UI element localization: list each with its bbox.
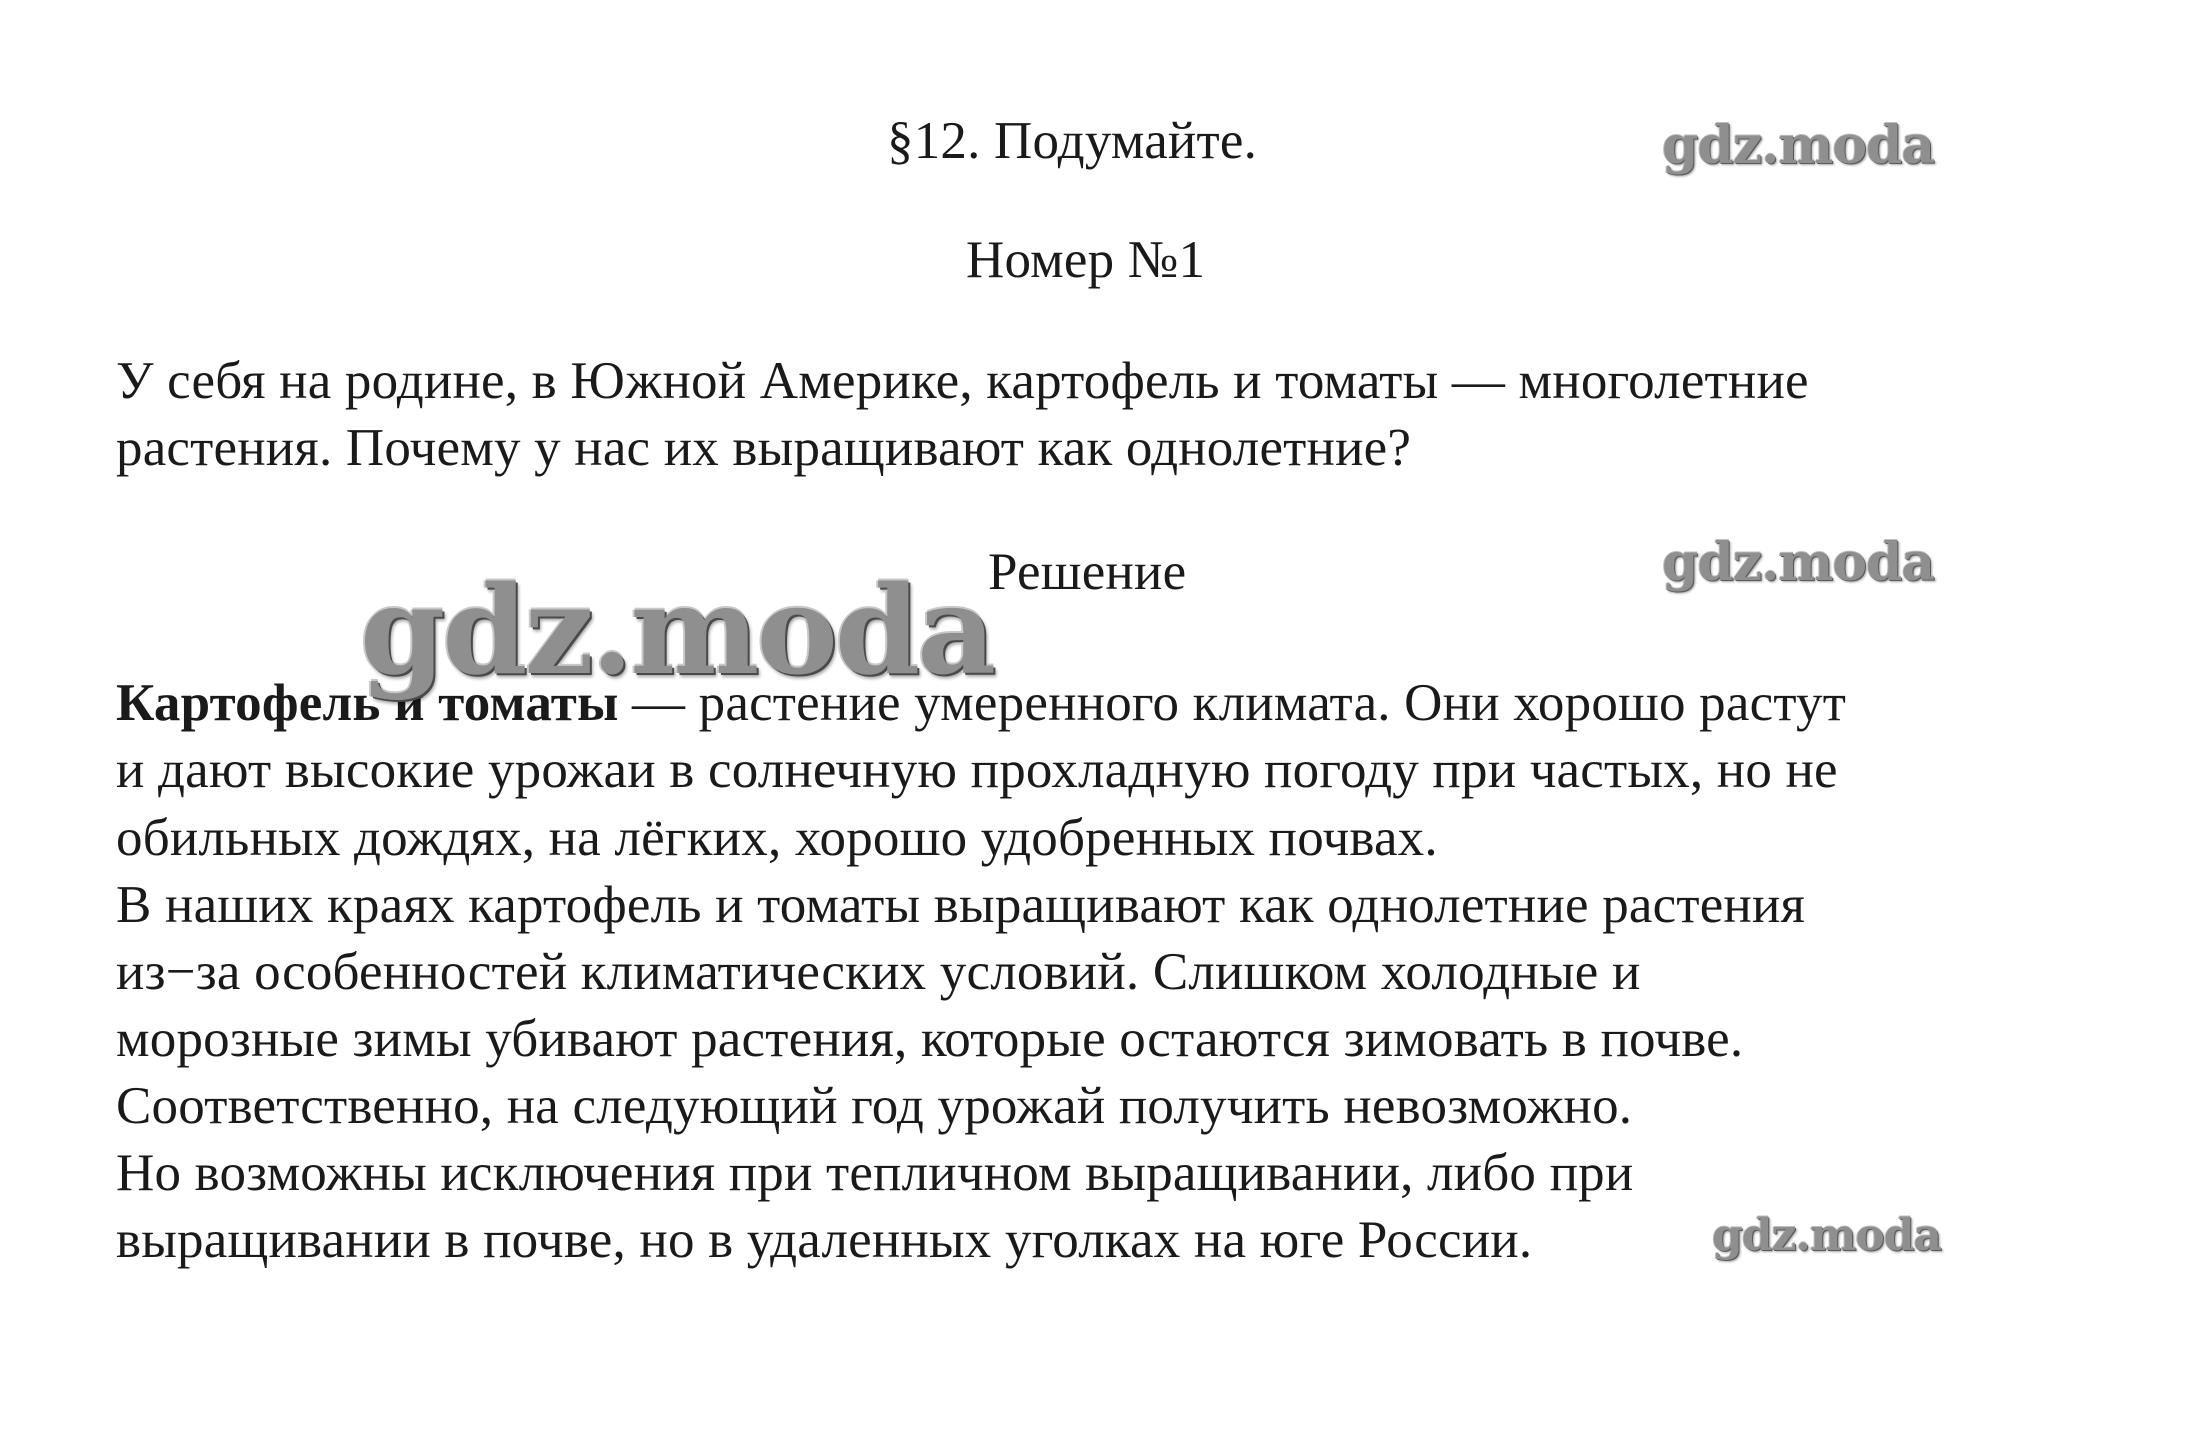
- answer-line: из−за особенностей климатических условий. Слишком холодные и: [116, 943, 1641, 1001]
- answer-lead-rest: — растение умеренного климата. Они хорошо растут: [618, 674, 1847, 732]
- answer-lead-bold: Картофель и томаты: [116, 674, 619, 732]
- watermark-logo: gdz.moda: [1662, 115, 1935, 176]
- exercise-number: Номер №1: [966, 231, 1206, 289]
- answer-line: Но возможны исключения при тепличном выращивании, либо при: [116, 1144, 1634, 1202]
- answer-line: В наших краях картофель и томаты выращивают как однолетние растения: [116, 876, 1806, 934]
- watermark-logo: gdz.moda: [1712, 1210, 1942, 1261]
- solution-heading: Решение: [988, 543, 1187, 601]
- watermark-logo: gdz.moda: [1662, 532, 1935, 593]
- question-line: растения. Почему у нас их выращивают как однолетние?: [116, 419, 1412, 477]
- question-line: У себя на родине, в Южной Америке, картофель и томаты — многолетние: [116, 352, 1809, 410]
- watermark-logo: gdz.moda: [360, 558, 994, 702]
- answer-line: морозные зимы убивают растения, которые остаются зимовать в почве.: [116, 1010, 1744, 1068]
- answer-line: обильных дождях, на лёгких, хорошо удобренных почвах.: [116, 809, 1438, 867]
- page-title: §12. Подумайте.: [887, 112, 1258, 170]
- answer-line: Соответственно, на следующий год урожай получить невозможно.: [116, 1077, 1633, 1135]
- answer-line: и дают высокие урожаи в солнечную прохладную погоду при частых, но не: [116, 741, 1838, 799]
- answer-line: выращивании в почве, но в удаленных уголках на юге России.: [116, 1211, 1533, 1269]
